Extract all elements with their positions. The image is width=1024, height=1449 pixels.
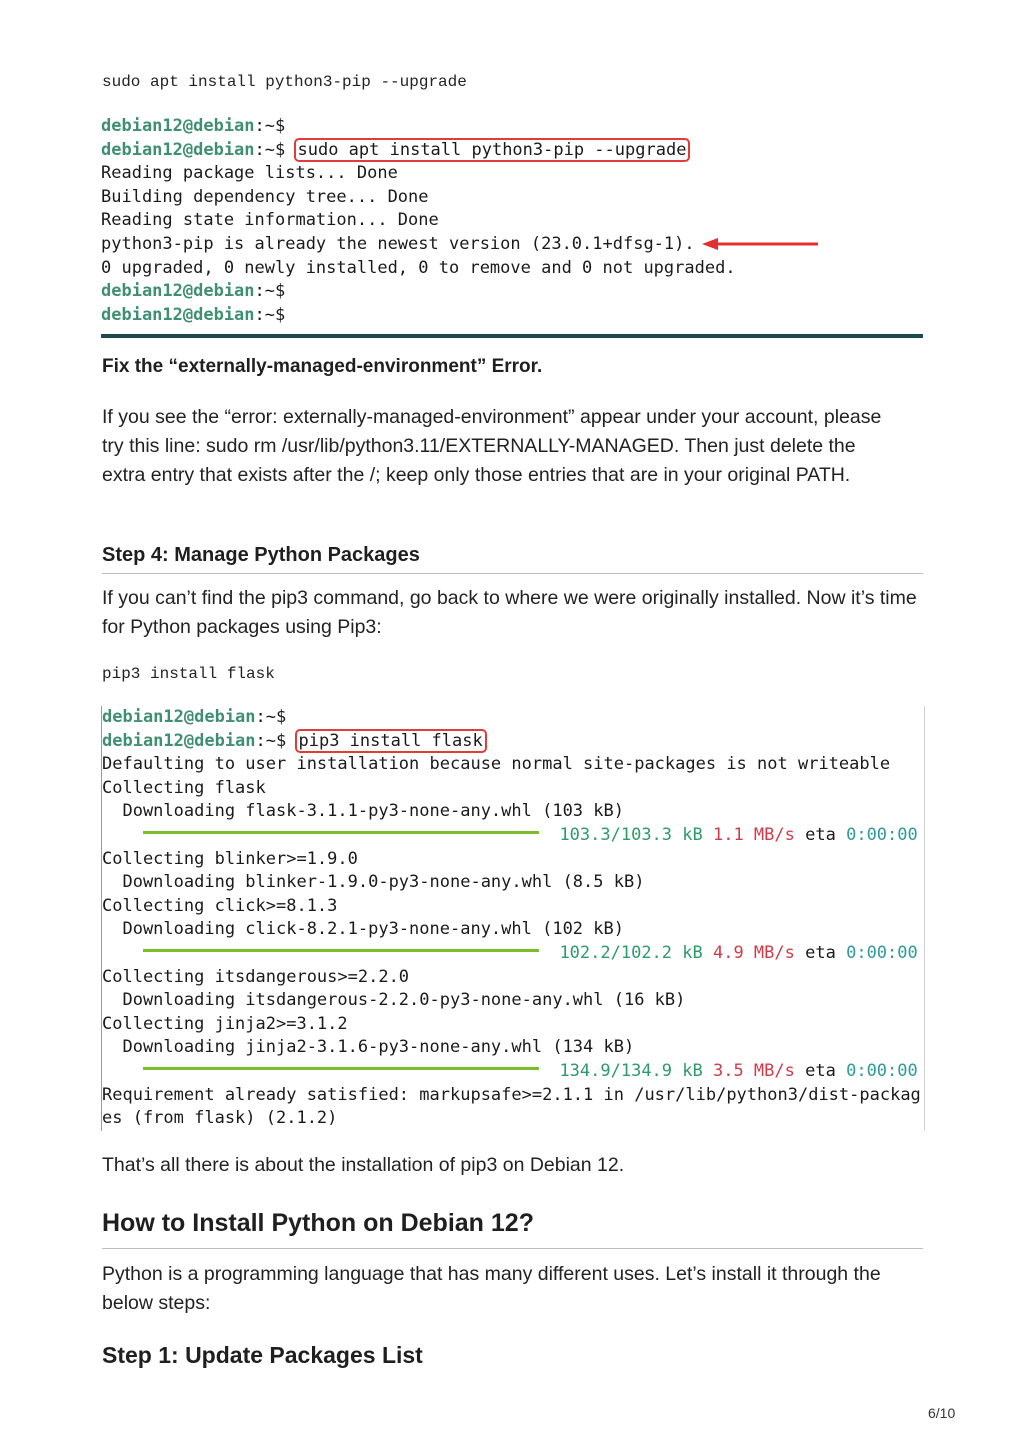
closing-paragraph: That’s all there is about the installation of pip3 on Debian 12.: [102, 1154, 625, 1176]
code-snippet-pip-flask: pip3 install flask: [102, 665, 275, 683]
progress-eta-label: eta: [805, 1060, 836, 1081]
progress-eta-label: eta: [805, 942, 836, 963]
prompt-suffix: :~$: [254, 281, 286, 302]
fix-paragraph: If you see the “error: externally-managed-environment” appear under your account, please try this line: sudo rm /usr/lib/python3.11/EXTERNALLY-MANAGED. Then just delete the extra entry that exists after the /; keep only those entries that are in your original PATH.: [102, 406, 882, 486]
terminal-line: [102, 730, 924, 754]
terminal-line: [102, 706, 924, 730]
step4-paragraph: If you can’t find the pip3 command, go back to where we were originally installed. Now it’s time for Python packages using Pip3:: [102, 587, 917, 638]
progress-speed: 4.9 MB/s: [712, 942, 795, 963]
progress-eta: 0:00:00: [846, 824, 918, 845]
progress-line: [102, 942, 924, 966]
prompt-suffix: :~$: [255, 730, 287, 751]
terminal-output-line: Defaulting to user installation because normal site-packages is not writeable: [102, 754, 891, 775]
terminal-output-line: Building dependency tree... Done: [101, 186, 429, 207]
progress-size: 103.3/103.3 kB: [559, 824, 703, 845]
progress-size: 134.9/134.9 kB: [559, 1060, 703, 1081]
python-paragraph: Python is a programming language that has many different uses. Let’s install it through the below steps:: [102, 1263, 881, 1314]
terminal-prompt: debian12@debian: [101, 304, 255, 325]
terminal-output-line: 0 upgraded, 0 newly installed, 0 to remove and 0 not upgraded.: [101, 257, 736, 278]
fix-heading: Fix the “externally-managed-environment” Error.: [102, 356, 543, 377]
step1-heading: Step 1: Update Packages List: [102, 1342, 423, 1368]
progress-size: 102.2/102.2 kB: [559, 942, 703, 963]
progress-bar: [143, 949, 539, 952]
prompt-suffix: :~$: [255, 707, 287, 727]
terminal-prompt: debian12@debian: [101, 281, 255, 302]
prompt-suffix: :~$: [254, 139, 286, 160]
terminal-screenshot-apt: [101, 115, 923, 338]
progress-bar: [143, 1067, 539, 1070]
terminal-output-line: Downloading click-8.2.1-py3-none-any.whl (102 kB): [102, 919, 624, 940]
left-arrow-icon: [702, 237, 820, 251]
terminal-output-line: Requirement already satisfied: markupsafe>=2.1.1 in /usr/lib/python3/dist-packag: [102, 1084, 921, 1105]
terminal-output-line: Reading package lists... Done: [101, 163, 398, 184]
terminal-output-line: Downloading blinker-1.9.0-py3-none-any.whl (8.5 kB): [102, 872, 645, 893]
terminal-output-line: Collecting itsdangerous>=2.2.0: [102, 966, 410, 987]
terminal-output-text: python3-pip is already the newest version (23.0.1+dfsg-1).: [101, 233, 695, 254]
terminal-line: [101, 139, 923, 163]
terminal-line: [101, 115, 923, 139]
progress-eta: 0:00:00: [846, 942, 918, 963]
progress-speed: 1.1 MB/s: [712, 824, 795, 845]
terminal-output-line: Downloading itsdangerous-2.2.0-py3-none-any.whl (16 kB): [102, 990, 686, 1011]
prompt-suffix: :~$: [254, 304, 286, 325]
terminal-output-line: Downloading jinja2-3.1.6-py3-none-any.whl (134 kB): [102, 1037, 635, 1058]
terminal-output-line: Collecting blinker>=1.9.0: [102, 848, 358, 869]
heading-divider: [102, 1248, 923, 1249]
progress-speed: 3.5 MB/s: [712, 1060, 795, 1081]
progress-bar: [143, 831, 539, 834]
terminal-output-line-annotated: [101, 233, 923, 257]
code-snippet-apt-upgrade: sudo apt install python3-pip --upgrade: [102, 73, 467, 91]
terminal-line: [101, 280, 923, 304]
highlighted-command: pip3 install flask: [298, 730, 483, 751]
heading-divider: [102, 573, 923, 574]
terminal-output-line: es (from flask) (2.1.2): [102, 1108, 338, 1129]
terminal-line: [101, 304, 923, 328]
terminal-prompt: debian12@debian: [101, 116, 255, 136]
terminal-output-line: Collecting click>=8.1.3: [102, 895, 338, 916]
prompt-suffix: :~$: [254, 116, 286, 136]
python-section-heading: How to Install Python on Debian 12?: [102, 1209, 534, 1237]
progress-line: [102, 824, 924, 848]
terminal-prompt: debian12@debian: [102, 707, 256, 727]
progress-eta: 0:00:00: [846, 1060, 918, 1081]
terminal-output-line: Collecting flask: [102, 777, 266, 798]
highlighted-command: sudo apt install python3-pip --upgrade: [297, 139, 687, 160]
terminal-output-line: Downloading flask-3.1.1-py3-none-any.whl (103 kB): [102, 801, 624, 822]
page-number: 6/10: [928, 1405, 956, 1421]
step4-heading: Step 4: Manage Python Packages: [102, 544, 420, 566]
progress-eta-label: eta: [805, 824, 836, 845]
terminal-prompt: debian12@debian: [101, 139, 255, 160]
terminal-prompt: debian12@debian: [102, 730, 256, 751]
terminal-screenshot-flask: [101, 706, 925, 1131]
terminal-output-line: Reading state information... Done: [101, 210, 439, 231]
progress-line: [102, 1060, 924, 1084]
terminal-output-line: Collecting jinja2>=3.1.2: [102, 1013, 348, 1034]
